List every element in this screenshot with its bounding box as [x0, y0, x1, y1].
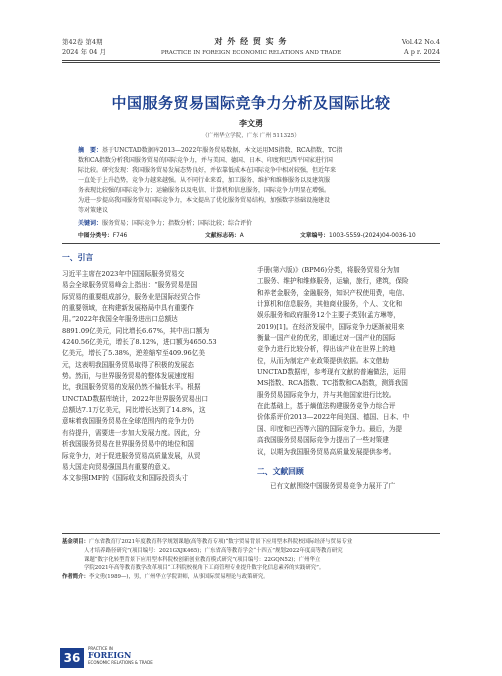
body-text-line: 亿美元，增长了5.38%，逆差缩窄至409.96亿美 — [62, 349, 205, 358]
body-text-line: 的重要领域，在构建新发展格局中具有重要作 — [62, 304, 194, 313]
header-date-cn: 2024 年 04 月 — [62, 48, 107, 56]
journal-title-cn: 对 外 经 贸 实 务 — [214, 36, 288, 46]
abstract — [78, 146, 430, 216]
body-text-line: 易会全球服务贸易峰会上指出：“服务贸易是国 — [62, 281, 198, 290]
footnote — [62, 538, 442, 582]
left-column — [62, 252, 247, 485]
keywords — [78, 219, 430, 229]
section-2-title: 二、文献回顾 — [257, 466, 304, 476]
header-issue-cn: 第42卷 第4期 — [62, 38, 103, 46]
body-text-line: 4240.56亿美元，增长了8.12%，进口额为4650.53 — [62, 338, 217, 347]
article-author: 李文勇 — [239, 118, 263, 128]
left-column-text — [62, 269, 247, 485]
body-text-line: 习近平主席在2023年中国国际服务贸易交 — [62, 270, 185, 278]
fund-line: 课题“数字化转型背景下应用型本科院校创新创业教育模式研究”(项目编号：22GQN52)；广州华立 — [84, 556, 321, 563]
right-column-text — [257, 265, 442, 458]
body-text-line: 在此基础上，基于熵值法构建服务竞争力综合评 — [257, 402, 396, 411]
header-rule — [62, 60, 440, 61]
body-text-line: 衡量一国产业的优劣，即通过对一国产业的国际 — [257, 334, 396, 343]
article-number-label: 文章编号： — [300, 233, 329, 239]
body-text-line: UNCTAD数据库统计，2022年世界服务贸易出口 — [62, 394, 209, 403]
abstract-rule — [62, 243, 440, 244]
body-text-line: 际竞争力，对于促进服务贸易高质量发展，从贸 — [62, 451, 201, 460]
body-text-line: UNCTAD数据库，参考现有文献的普遍做法，运用 — [257, 368, 407, 377]
abstract-line: 基于UNCTAD数据库2013—2022年服务贸易数据，本文运用MS指数、RCA指数、TC指 — [102, 147, 343, 154]
logo-small-text: PRACTICE IN — [88, 646, 113, 651]
body-text-line: 总额达7.1万亿美元，同比增长达到了14.8%，这 — [62, 406, 206, 415]
body-text-line: 服务贸易国际竞争力，并与其他国家进行比较。 — [257, 390, 396, 399]
body-text-line: 意味着我国服务贸易在全球范围内的竞争力仍 — [62, 417, 194, 426]
keywords-text: 服务贸易；国际竞争力；指数分析；国际比较；综合评价 — [102, 220, 253, 227]
author-bio: 李文勇(1989—)，男，广州华立学院讲师，从事国际贸易理论与政策研究。 — [88, 574, 269, 581]
body-text-line: MS指数、RCA指数、TC指数和CA指数，测算我国 — [257, 379, 408, 388]
body-text-line: 议，以期为我国服务贸易高质量发展提供参考。 — [257, 447, 396, 456]
body-text-line: 用。”2022年我国全年服务进出口总额达 — [62, 315, 178, 324]
header-volume-en: Vol.42 No.4 — [401, 38, 440, 46]
abstract-line: 数和CA指数分析我国服务贸易的国际竞争力，并与美国、德国、日本、印度和巴西平国家进行国 — [78, 157, 333, 164]
page-number: 36 — [60, 648, 84, 668]
body-text-line: 工服务、维护和维修服务，运输，旅行，建筑，保险 — [257, 277, 409, 286]
section-2-first-line: 已有文献围绕中国服务贸易竞争力展开了广 — [270, 481, 396, 490]
fund-label: 基金项目： — [62, 539, 89, 545]
header-date-en: A p r. 2024 — [403, 48, 440, 56]
right-column — [257, 265, 442, 492]
keywords-label: 关键词： — [78, 220, 103, 227]
body-text-line: 2019)[1]。在经济发展中，国际竞争力逐渐被用来 — [257, 322, 405, 331]
abstract-line: 等对策建议 — [78, 207, 109, 214]
doccode-label: 文献标志码： — [205, 233, 240, 239]
body-text-line: 位，从而为制定产业政策提供依据。本文借助 — [257, 356, 389, 365]
logo-main-text: FOREIGN — [88, 650, 132, 660]
fund-line: 广东省教育厅2021年度教育科学规划课题(高等教育专项)“数字贸易背景下应用型本科院校国际经济与贸易专业 — [88, 539, 353, 545]
body-text-line: 娱乐服务和政府服务12个主要子类别(孟方琳等， — [257, 311, 400, 320]
abstract-line: 为进一步提高我国服务贸易国际竞争力，本文提出了优化服务贸易结构，加强数字基础设施建设 — [78, 197, 331, 204]
fund-line: 人才培养路径研究”(项目编号：2021GXJK465)；广东省高等教育学会“十四五”规划2022年度高等教育研究 — [84, 547, 343, 554]
body-text-line: 易大国走向贸易强国具有重要的意义。 — [62, 462, 175, 471]
body-text-line: 和养老金服务，金融服务，知识产权使用费，电信、 — [257, 288, 409, 297]
article-title: 中国服务贸易国际竞争力分析及国际比较 — [111, 94, 391, 112]
body-text-line: 8891.09亿美元，同比增长6.67%，其中出口额为 — [62, 326, 210, 335]
body-text-line: 势。然而，与世界服务贸易的整体发展速度相 — [62, 372, 194, 381]
journal-logo — [88, 646, 158, 670]
header-rule-2 — [62, 62, 440, 63]
clc-number: 中图分类号：F746 — [78, 233, 128, 239]
section-1-title: 一、引言 — [62, 253, 94, 262]
clc-label: 中图分类号： — [78, 233, 113, 239]
article-affiliation: （广州华立学院，广东 广州 511325） — [202, 133, 300, 139]
journal-title-en: PRACTICE IN FOREIGN ECONOMIC RELATIONS AND TRADE — [160, 50, 342, 56]
body-text-line: 析我国服务贸易在世界服务贸易中的地位和国 — [62, 440, 194, 449]
body-text-line: 本文参照IMF的《国际收支和国际投资头寸 — [62, 474, 189, 483]
logo-bottom-text: ECONOMIC RELATIONS & TRADE — [88, 660, 153, 665]
body-text-line: 国、印度和巴西等六国的国际竞争力。最后，为提 — [257, 424, 403, 433]
abstract-label: 摘 要： — [78, 147, 103, 154]
body-text-line: 比，我国服务贸易的发展仍然不偏低水平。根据 — [62, 383, 201, 392]
body-text-line: 手册(第六版)》(BPM6)分类，将服务贸易分为加 — [257, 266, 400, 274]
abstract-line: 务表现比较强的国际竞争力；运输服务以及电信、计算机和信息服务，国际竞争力明显在增强。 — [78, 187, 331, 194]
body-text-line: 计算机和信息服务，其他商业服务，个人、文化和 — [257, 300, 403, 309]
body-text-line: 高我国服务贸易国际竞争力提出了一些对策建 — [257, 436, 389, 445]
article-number: 文章编号：1003-5559-(2024)04-0036-10 — [300, 233, 416, 239]
abstract-line: 一直处于上升趋势，竞争力越来越强。从不同行业来看，加工服务、维护和维修服务以及建筑服 — [78, 177, 331, 184]
body-text-line: 有待提升，需要进一步加大发展力度。因此，分 — [62, 428, 201, 437]
fund-line: 学院2021年高等教育教学改革项目“工科院校视角下工商管理专业提升数字化信息素养的实践研究”。 — [84, 565, 325, 572]
author-bio-label: 作者简介： — [62, 574, 89, 581]
document-code: 文献标志码：A — [205, 233, 244, 239]
footnote-rule — [62, 533, 440, 534]
body-text-line: 元，这表明我国服务贸易取得了积极的发展态 — [62, 360, 194, 369]
body-text-line: 际贸易的重要组成部分，服务业是国际经贸合作 — [62, 292, 201, 301]
abstract-line: 际比较。研究发现：我国服务贸易发展态势良好，并依靠低成本在国际竞争中相对较强，但近年来 — [78, 167, 337, 174]
body-text-line: 价体系评价2013—2022年间美国、德国、日本、中 — [257, 413, 410, 422]
body-text-line: 竞争力进行比较分析，得出该产业在世界上的地 — [257, 345, 396, 354]
